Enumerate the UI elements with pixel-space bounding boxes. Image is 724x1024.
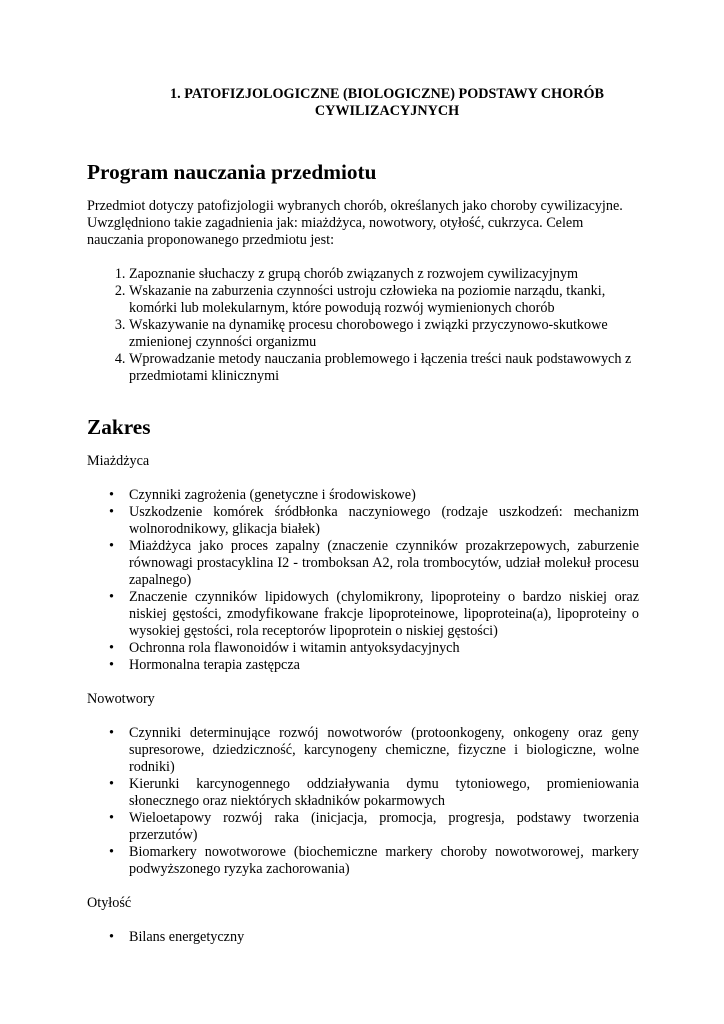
section-name-nowotwory: Nowotwory: [87, 691, 155, 707]
goal-item: 4. Wprowadzanie metody nauczania problemowego i łączenia treści nauk podstawowych z przedmiotami klinicznymi: [129, 351, 639, 385]
list-item: • Biomarkery nowotworowe (biochemiczne markery choroby nowotworowej, markery podwyższonego ryzyka zachorowania): [129, 844, 639, 878]
list-item: • Kierunki karcynogennego oddziaływania dymu tytoniowego, promieniowania słonecznego oraz niektórych składników pokarmowych: [129, 776, 639, 810]
list-item: • Czynniki zagrożenia (genetyczne i środowiskowe): [129, 487, 639, 504]
goal-item: 2. Wskazanie na zaburzenia czynności ustroju człowieka na poziomie narządu, tkanki, komórki lub molekularnym, które powodują rozwój wymienionych chorób: [129, 283, 639, 317]
nowotwory-list: [87, 725, 639, 878]
list-item: • Hormonalna terapia zastępcza: [129, 657, 639, 674]
miazdzyca-list: [87, 487, 639, 674]
goal-item: 1. Zapoznanie słuchaczy z grupą chorób związanych z rozwojem cywilizacyjnym: [129, 266, 639, 283]
list-item: • Ochronna rola flawonoidów i witamin antyoksydacyjnych: [129, 640, 639, 657]
list-item: • Uszkodzenie komórek śródbłonka naczyniowego (rodzaje uszkodzeń: mechanizm wolnorodnikowy, glikacja białek): [129, 504, 639, 538]
list-item: • Czynniki determinujące rozwój nowotworów (protoonkogeny, onkogeny oraz geny supresorowe, dziedziczność, karcynogeny chemiczne, fizyczne i biologiczne, wolne rodniki): [129, 725, 639, 776]
program-heading: Program nauczania przedmiotu: [87, 160, 377, 184]
section-name-miazdzyca: Miażdżyca: [87, 453, 150, 469]
list-item: • Wieloetapowy rozwój raka (inicjacja, promocja, progresja, podstawy tworzenia przerzutów): [129, 810, 639, 844]
goals-list: [87, 266, 639, 385]
list-item: • Bilans energetyczny: [129, 929, 639, 946]
otylosc-list: [87, 929, 639, 946]
document-title: 1. PATOFIZJOLOGICZNE (BIOLOGICZNE) PODSTAWY CHORÓB CYWILIZACYJNYCH: [170, 86, 604, 119]
zakres-heading: Zakres: [87, 415, 151, 439]
section-name-otylosc: Otyłość: [87, 895, 132, 911]
list-item: • Znaczenie czynników lipidowych (chylomikrony, lipoproteiny o bardzo niskiej oraz niskiej gęstości, zmodyfikowane frakcje lipoproteinowe, lipoproteina(a), lipoproteiny o wysokiej gęstości, rola receptorów lipoprotein o niskiej gęstości): [129, 589, 639, 640]
goal-item: 3. Wskazywanie na dynamikę procesu chorobowego i związki przyczynowo-skutkowe zmienionej czynności organizmu: [129, 317, 639, 351]
list-item: • Miażdżyca jako proces zapalny (znaczenie czynników prozakrzepowych, zaburzenie równowagi prostacyklina I2 - tromboksan A2, rola trombocytów, udział molekuł procesu zapalnego): [129, 538, 639, 589]
document-page: [87, 86, 639, 946]
program-intro: Przedmiot dotyczy patofizjologii wybranych chorób, określanych jako choroby cywilizacyjne. Uwzględniono takie zagadnienia jak: miażdżyca, nowotwory, otyłość, cukrzyca. Celem nauczania proponowanego przedmiotu jest:: [87, 198, 623, 248]
